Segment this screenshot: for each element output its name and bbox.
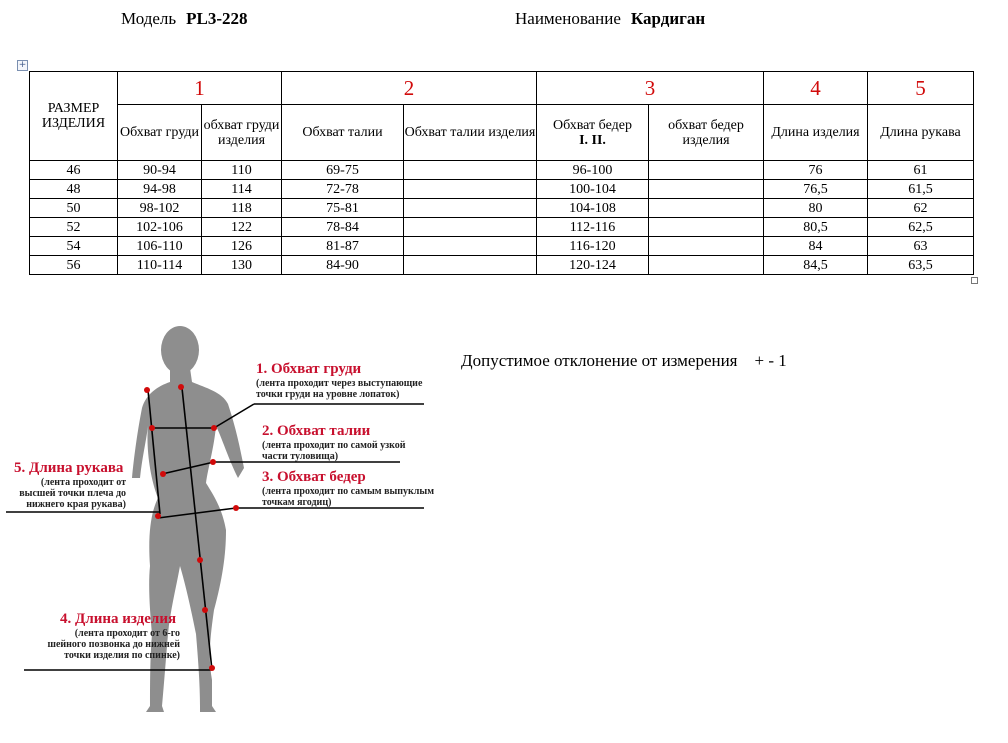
label-sleeve-desc-1: (лента проходит от [40,477,126,488]
model-heading [121,9,248,29]
table-cell: 110-114 [118,256,202,275]
table-cell [649,237,764,256]
table-cell [404,256,537,275]
label-length-desc-1: (лента проходит от 6-го [74,628,180,639]
table-cell: 63,5 [868,256,974,275]
table-cell: 75-81 [282,199,404,218]
label-waist-desc-2: части туловища) [262,451,339,462]
label-sleeve-desc-2: высшей точки плеча до [19,488,126,499]
label-chest-title: 1. Обхват груди [256,361,362,377]
col-header-chest: Обхват груди [118,105,202,161]
col-header-garment-hips: обхват бедер изделия [649,105,764,161]
table-cell [404,161,537,180]
table-cell: 61 [868,161,974,180]
label-sleeve [12,459,126,510]
table-cell: 116-120 [537,237,649,256]
table-cell: 61,5 [868,180,974,199]
table-cell [404,199,537,218]
table-cell: 118 [202,199,282,218]
table-cell: 120-124 [537,256,649,275]
name-label: Наименование [515,9,621,28]
table-cell: 104-108 [537,199,649,218]
table-row [30,180,974,199]
table-cell: 76,5 [764,180,868,199]
table-cell [404,237,537,256]
table-row [30,218,974,237]
label-waist-desc-1: (лента проходит по самой узкой [262,440,406,451]
label-sleeve-title: 5. Длина рукава [14,460,124,476]
label-hips-desc-1: (лента проходит по самым выпуклым [262,486,435,497]
table-cell: 96-100 [537,161,649,180]
size-cell: 50 [30,199,118,218]
table-cell: 122 [202,218,282,237]
table-cell: 110 [202,161,282,180]
table-cell: 76 [764,161,868,180]
table-cell: 80 [764,199,868,218]
col-header-garment-waist: Обхват талии изделия [404,105,537,161]
table-cell [649,256,764,275]
label-waist [262,422,406,462]
col-header-hips-label: Обхват бедер [553,117,632,133]
table-cell: 81-87 [282,237,404,256]
measurement-figure [0,318,470,743]
table-cell: 62 [868,199,974,218]
table-cell: 84 [764,237,868,256]
name-value: Кардиган [630,9,706,28]
table-cell [404,218,537,237]
size-column-header: РАЗМЕР ИЗДЕЛИЯ [30,72,118,161]
table-cell: 114 [202,180,282,199]
label-hips [262,468,434,508]
group-number-3: 3 [537,72,764,105]
label-chest [256,360,422,400]
table-cell: 78-84 [282,218,404,237]
table-cell: 126 [202,237,282,256]
table-cell [649,161,764,180]
size-cell: 48 [30,180,118,199]
table-cell: 98-102 [118,199,202,218]
size-cell: 54 [30,237,118,256]
tolerance-note: Допустимое отклонение от измерения + - 1 [461,351,787,370]
table-cell [649,199,764,218]
table-resize-handle[interactable] [971,277,978,284]
table-row [30,161,974,180]
group-number-2: 2 [282,72,537,105]
label-sleeve-desc-3: нижнего края рукава) [26,499,126,510]
table-move-handle-icon[interactable]: + [18,60,27,70]
label-length-desc-2: шейного позвонка до нижней [47,639,180,650]
table-cell: 80,5 [764,218,868,237]
label-hips-desc-2: точкам ягодиц) [262,497,332,508]
col-header-length: Длина изделия [764,105,868,161]
table-cell: 106-110 [118,237,202,256]
label-chest-desc-1: (лента проходит через выступающие [256,378,423,389]
label-length [34,610,180,661]
table-cell: 112-116 [537,218,649,237]
table-cell [404,180,537,199]
label-length-title: 4. Длина изделия [60,611,177,627]
table-cell: 84-90 [282,256,404,275]
col-header-hips [537,105,649,161]
table-cell [649,218,764,237]
col-header-garment-chest: обхват груди изделия [202,105,282,161]
label-waist-title: 2. Обхват талии [262,423,371,439]
table-cell: 72-78 [282,180,404,199]
product-name-heading [515,9,705,29]
table-cell: 100-104 [537,180,649,199]
table-cell: 63 [868,237,974,256]
size-cell: 52 [30,218,118,237]
table-cell: 102-106 [118,218,202,237]
label-hips-title: 3. Обхват бедер [262,469,366,485]
model-label: Модель [121,9,177,28]
table-cell: 130 [202,256,282,275]
label-chest-desc-2: точки груди на уровне лопаток) [256,389,400,400]
col-header-sleeve: Длина рукава [868,105,974,161]
col-header-hips-sub: I. II. [579,132,606,148]
table-cell: 94-98 [118,180,202,199]
table-row [30,199,974,218]
table-cell: 84,5 [764,256,868,275]
table-cell: 62,5 [868,218,974,237]
table-cell [649,180,764,199]
group-number-5: 5 [868,72,974,105]
group-number-1: 1 [118,72,282,105]
size-cell: 56 [30,256,118,275]
table-row [30,256,974,275]
table-cell: 90-94 [118,161,202,180]
group-number-4: 4 [764,72,868,105]
col-header-waist: Обхват талии [282,105,404,161]
model-value: PL3-228 [186,9,248,28]
table-row [30,237,974,256]
table-cell: 69-75 [282,161,404,180]
size-cell: 46 [30,161,118,180]
size-table [29,71,974,275]
label-length-desc-3: точки изделия по спинке) [64,650,180,661]
